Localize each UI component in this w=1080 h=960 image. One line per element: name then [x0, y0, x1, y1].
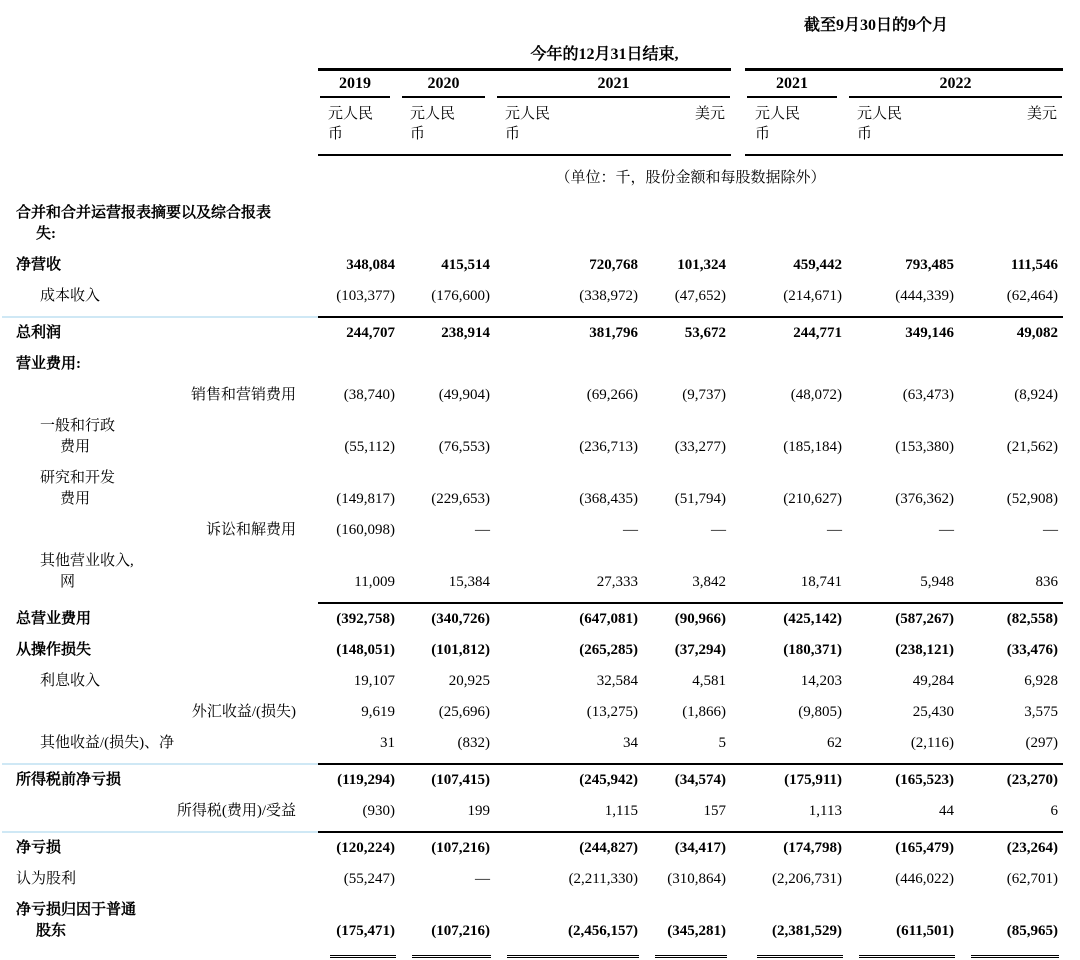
double-underline: [655, 955, 727, 958]
table-row: [2, 669, 1080, 700]
table-rule: [2, 831, 1080, 833]
table-cell: (107,216): [431, 839, 490, 856]
table-cell: (34,574): [674, 771, 726, 788]
table-cell: (446,022): [895, 870, 954, 887]
table-cell: (23,270): [1006, 771, 1058, 788]
table-rule: [2, 951, 1080, 960]
row-label: 诉讼和解费用: [205, 521, 296, 538]
table-cell: (176,600): [431, 287, 490, 304]
table-cell: 18,741: [800, 573, 842, 590]
double-underline: [971, 955, 1059, 958]
table-cell: (153,380): [895, 438, 954, 455]
row-label: 销售和营销费用: [190, 386, 296, 403]
table-cell: 44: [939, 802, 954, 819]
table-cell: (2,211,330): [568, 870, 638, 887]
table-row: [2, 549, 1080, 601]
table-cell: 4,581: [692, 672, 726, 689]
table-cell: (120,224): [336, 839, 395, 856]
table-cell: (52,908): [1006, 490, 1058, 507]
table-cell: (174,798): [783, 839, 842, 856]
table-cell: (85,965): [1006, 922, 1058, 939]
year-2021-annual: 2021: [497, 71, 730, 98]
currency-label: 元人民币: [328, 106, 374, 143]
separator-black: [318, 316, 1063, 318]
table-cell: 720,768: [589, 256, 638, 273]
row-label: 成本收入: [40, 287, 101, 304]
table-cell: 15,384: [448, 573, 490, 590]
separator-black: [318, 831, 1063, 833]
unit-note: （单位：千，股份金额和每股数据除外）: [555, 169, 826, 186]
row-label: 合并和合并运营报表摘要以及综合报表 失:: [16, 204, 272, 242]
table-cell: 415,514: [441, 256, 490, 273]
table-cell: (345,281): [667, 922, 726, 939]
table-cell: (21,562): [1006, 438, 1058, 455]
table-row: [2, 731, 1080, 762]
table-cell: (101,812): [431, 641, 490, 658]
table-cell: 381,796: [589, 324, 638, 341]
header-rule-right: [745, 41, 1063, 71]
table-cell: 31: [380, 734, 395, 751]
table-cell: 244,707: [346, 324, 395, 341]
table-row: [2, 383, 1080, 414]
table-cell: (107,415): [431, 771, 490, 788]
table-cell: (265,285): [579, 641, 638, 658]
table-row: [2, 466, 1080, 518]
table-cell: 1,115: [604, 802, 638, 819]
table-cell: (33,476): [1006, 641, 1058, 658]
table-cell: (175,471): [336, 922, 395, 939]
table-cell: (107,216): [431, 922, 490, 939]
table-cell: (33,277): [674, 438, 726, 455]
double-underline: [757, 955, 843, 958]
table-row: [2, 867, 1080, 898]
row-label: 认为股利: [16, 870, 77, 887]
currency-label: 美元: [1026, 106, 1057, 122]
table-cell: 793,485: [905, 256, 954, 273]
table-cell: (55,247): [343, 870, 395, 887]
table-cell: (37,294): [674, 641, 726, 658]
table-cell: (2,456,157): [568, 922, 638, 939]
year-2020: 2020: [402, 71, 485, 98]
table-cell: 9,619: [361, 703, 395, 720]
table-cell: (175,911): [784, 771, 842, 788]
double-underline: [859, 955, 955, 958]
table-cell: (587,267): [895, 610, 954, 627]
table-row: [2, 253, 1080, 284]
table-cell: 53,672: [684, 324, 726, 341]
table-cell: —: [711, 521, 726, 538]
table-cell: 238,914: [441, 324, 490, 341]
currency-label: 元人民币: [857, 106, 903, 143]
row-label: 净营收: [16, 256, 62, 273]
table-cell: —: [827, 521, 842, 538]
table-cell: (180,371): [783, 641, 842, 658]
table-cell: (340,726): [431, 610, 490, 627]
table-cell: 49,082: [1016, 324, 1058, 341]
table-cell: 157: [703, 802, 726, 819]
table-cell: (62,701): [1006, 870, 1058, 887]
table-cell: (55,112): [344, 438, 395, 455]
table-cell: 348,084: [346, 256, 395, 273]
separator-blue: [2, 763, 318, 765]
currency-label: 元人民币: [505, 106, 551, 143]
row-label: 其他营业收入, 网: [40, 552, 134, 590]
table-cell: (245,942): [579, 771, 638, 788]
row-label: 一般和行政 费用: [40, 417, 116, 455]
table-row: [2, 284, 1080, 315]
table-cell: —: [1043, 521, 1058, 538]
header-years-row: [2, 71, 1080, 98]
table-row: [2, 321, 1080, 352]
table-cell: (63,473): [902, 386, 954, 403]
currency-label: 美元: [694, 106, 725, 122]
table-row: [2, 414, 1080, 466]
table-cell: —: [475, 521, 490, 538]
row-label: 从操作损失: [16, 641, 92, 658]
currency-label: 元人民币: [755, 106, 801, 143]
table-cell: 32,584: [596, 672, 638, 689]
table-cell: 836: [1035, 573, 1058, 590]
table-rule: [2, 602, 1080, 604]
table-cell: (647,081): [579, 610, 638, 627]
table-cell: (244,827): [579, 839, 638, 856]
row-label: 所得税前净亏损: [16, 771, 122, 788]
table-row: [2, 768, 1080, 799]
table-cell: (9,805): [798, 703, 842, 720]
table-cell: (9,737): [682, 386, 726, 403]
table-cell: 62: [827, 734, 842, 751]
row-label: 所得税(费用)/受益: [176, 802, 296, 819]
table-cell: 34: [623, 734, 638, 751]
table-cell: (23,264): [1006, 839, 1058, 856]
table-cell: (103,377): [336, 287, 395, 304]
row-label: 研究和开发 费用: [40, 469, 116, 507]
table-cell: (51,794): [674, 490, 726, 507]
row-label: 其他收益/(损失)、净: [40, 734, 175, 751]
table-cell: (160,098): [336, 521, 395, 538]
table-row: [2, 638, 1080, 669]
table-cell: 25,430: [912, 703, 954, 720]
table-rule: [2, 316, 1080, 318]
table-cell: 111,546: [1010, 256, 1058, 273]
table-cell: (165,479): [895, 839, 954, 856]
table-row: [2, 607, 1080, 638]
table-cell: (148,051): [336, 641, 395, 658]
period-year-ended-title: 今年的12月31日结束,: [318, 41, 731, 71]
unit-note-row: [2, 156, 1080, 201]
table-cell: 1,113: [808, 802, 842, 819]
table-cell: (930): [362, 802, 395, 819]
table-cell: (832): [457, 734, 490, 751]
table-cell: 6,928: [1024, 672, 1058, 689]
table-cell: (297): [1025, 734, 1058, 751]
table-cell: 244,771: [793, 324, 842, 341]
table-cell: (90,966): [674, 610, 726, 627]
table-cell: (149,817): [336, 490, 395, 507]
table-cell: (2,381,529): [772, 922, 842, 939]
table-cell: (34,417): [674, 839, 726, 856]
period-nine-months-title: 截至9月30日的9个月: [803, 17, 948, 34]
table-cell: 5: [718, 734, 726, 751]
header-currency-row: [2, 98, 1080, 154]
table-cell: 3,575: [1024, 703, 1058, 720]
row-label: 净亏损: [16, 839, 62, 856]
table-cell: 11,009: [354, 573, 395, 590]
table-cell: 27,333: [596, 573, 638, 590]
year-2019: 2019: [320, 71, 390, 98]
table-cell: —: [939, 521, 954, 538]
double-underline: [507, 955, 639, 958]
currency-label: 元人民币: [410, 106, 456, 143]
table-rule: [2, 763, 1080, 765]
table-row: [2, 799, 1080, 830]
table-cell: (310,864): [667, 870, 726, 887]
table-cell: (165,523): [895, 771, 954, 788]
row-label: 净亏损归因于普通 股东: [16, 901, 137, 939]
table-cell: —: [623, 521, 638, 538]
year-2022-nine-months: 2022: [849, 71, 1062, 98]
separator-black: [318, 602, 1063, 604]
table-cell: (611,501): [896, 922, 954, 939]
table-cell: (76,553): [438, 438, 490, 455]
table-cell: (368,435): [579, 490, 638, 507]
table-cell: (392,758): [336, 610, 395, 627]
table-cell: 101,324: [677, 256, 726, 273]
table-row: [2, 836, 1080, 867]
separator-blue: [2, 831, 318, 833]
table-cell: 14,203: [800, 672, 842, 689]
double-underline: [330, 955, 396, 958]
table-cell: 5,948: [920, 573, 954, 590]
header-period-row-bottom: [2, 41, 1080, 71]
table-cell: (48,072): [790, 386, 842, 403]
row-label: 总营业费用: [16, 610, 92, 627]
table-cell: (229,653): [431, 490, 490, 507]
table-cell: 349,146: [905, 324, 954, 341]
table-cell: —: [475, 870, 490, 887]
table-cell: (210,627): [783, 490, 842, 507]
header-period-row-top: [2, 8, 1080, 41]
table-cell: (444,339): [895, 287, 954, 304]
table-cell: (119,294): [337, 771, 395, 788]
table-cell: (376,362): [895, 490, 954, 507]
table-cell: (2,206,731): [772, 870, 842, 887]
table-row: [2, 898, 1080, 950]
table-cell: 459,442: [793, 256, 842, 273]
row-label: 外汇收益/(损失): [191, 703, 296, 720]
row-label: 总利润: [16, 324, 62, 341]
year-2021-nine-months: 2021: [747, 71, 837, 98]
table-cell: (185,184): [783, 438, 842, 455]
table-row: [2, 700, 1080, 731]
table-cell: 6: [1050, 802, 1058, 819]
double-underline: [412, 955, 491, 958]
table-cell: (13,275): [586, 703, 638, 720]
table-cell: 20,925: [448, 672, 490, 689]
table-row: [2, 352, 1080, 383]
table-cell: (2,116): [910, 734, 954, 751]
table-body: [2, 201, 1080, 960]
separator-black: [318, 763, 1063, 765]
table-cell: 49,284: [912, 672, 954, 689]
table-cell: 19,107: [353, 672, 395, 689]
table-cell: (49,904): [438, 386, 490, 403]
table-row: [2, 201, 1080, 253]
table-cell: (47,652): [674, 287, 726, 304]
table-row: [2, 518, 1080, 549]
table-cell: (82,558): [1006, 610, 1058, 627]
table-cell: (214,671): [783, 287, 842, 304]
separator-blue: [2, 316, 318, 318]
table-cell: (62,464): [1006, 287, 1058, 304]
table-cell: (69,266): [586, 386, 638, 403]
table-cell: (38,740): [343, 386, 395, 403]
row-label: 利息收入: [40, 672, 101, 689]
table-cell: (236,713): [579, 438, 638, 455]
table-cell: 3,842: [692, 573, 726, 590]
table-cell: (338,972): [579, 287, 638, 304]
table-cell: (1,866): [682, 703, 726, 720]
table-cell: (425,142): [783, 610, 842, 627]
table-cell: (8,924): [1014, 386, 1058, 403]
table-cell: (25,696): [438, 703, 490, 720]
table-cell: (238,121): [895, 641, 954, 658]
row-label: 营业费用:: [16, 355, 81, 372]
table-cell: 199: [467, 802, 490, 819]
